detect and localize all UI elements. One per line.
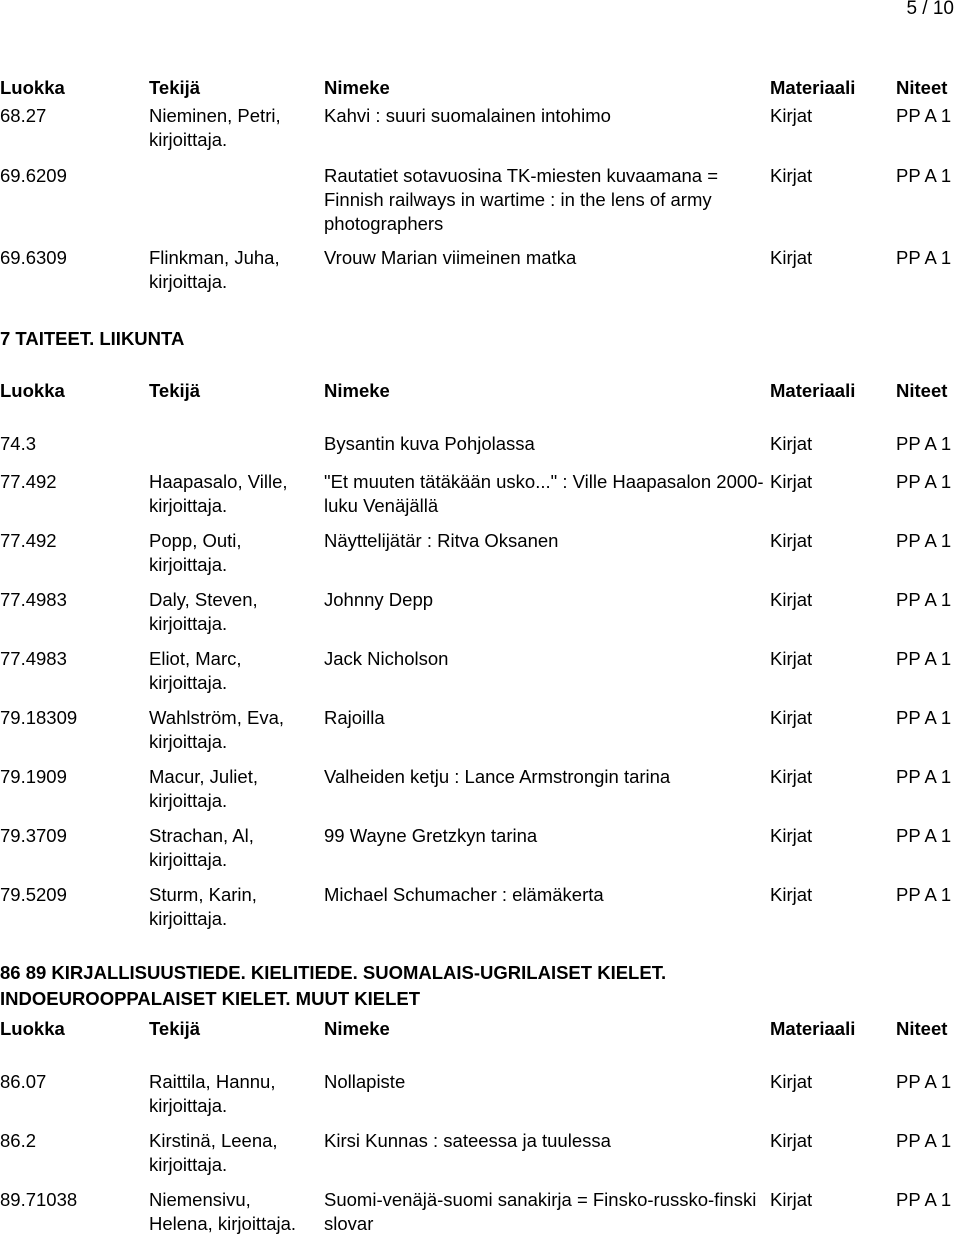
cell-materiaali: Kirjat [770, 433, 813, 454]
cell-niteet: PP A 1 [896, 707, 952, 728]
cell-nimeke: "Et muuten tätäkään usko..." : Ville Haapasalon 2000-luku Venäjällä [324, 471, 764, 516]
cell-materiaali: Kirjat [770, 1071, 813, 1092]
cell-tekija: Strachan, Al, kirjoittaja. [149, 825, 254, 870]
cell-niteet: PP A 1 [896, 433, 952, 454]
cell-niteet: PP A 1 [896, 1130, 952, 1151]
column-header-tekija: Tekijä [149, 380, 201, 401]
column-header-niteet: Niteet [896, 1018, 948, 1039]
cell-niteet: PP A 1 [896, 1071, 952, 1092]
cell-nimeke: Vrouw Marian viimeinen matka [324, 247, 577, 268]
column-header-tekija: Tekijä [149, 1018, 201, 1039]
cell-nimeke: Näyttelijätär : Ritva Oksanen [324, 530, 559, 551]
cell-materiaali: Kirjat [770, 825, 813, 846]
cell-tekija: Macur, Juliet, kirjoittaja. [149, 766, 258, 811]
cell-nimeke: Johnny Depp [324, 589, 434, 610]
column-header-niteet: Niteet [896, 380, 948, 401]
cell-nimeke: Rautatiet sotavuosina TK-miesten kuvaamana = Finnish railways in wartime : in the lens of army photographers [324, 165, 719, 234]
cell-tekija: Niemensivu, Helena, kirjoittaja. [149, 1189, 297, 1234]
cell-tekija: Wahlström, Eva, kirjoittaja. [149, 707, 285, 752]
cell-niteet: PP A 1 [896, 1189, 952, 1210]
column-header-nimeke: Nimeke [324, 380, 390, 401]
column-header-materiaali: Materiaali [770, 380, 856, 401]
section-title-text: 86 89 KIRJALLISUUSTIEDE. KIELITIEDE. SUOMALAIS-UGRILAISET KIELET. INDOEUROOPPALAISET KIELET. MUUT KIELET [0, 962, 667, 1009]
column-header-luokka: Luokka [0, 380, 65, 401]
cell-nimeke: Bysantin kuva Pohjolassa [324, 433, 535, 454]
cell-niteet: PP A 1 [896, 530, 952, 551]
cell-tekija: Daly, Steven, kirjoittaja. [149, 589, 258, 634]
cell-materiaali: Kirjat [770, 1189, 813, 1210]
cell-niteet: PP A 1 [896, 165, 952, 186]
column-header-tekija: Tekijä [149, 77, 201, 98]
cell-materiaali: Kirjat [770, 589, 813, 610]
cell-luokka: 69.6209 [0, 165, 67, 186]
column-header-luokka: Luokka [0, 1018, 65, 1039]
cell-nimeke: 99 Wayne Gretzkyn tarina [324, 825, 538, 846]
cell-nimeke: Suomi-venäjä-suomi sanakirja = Finsko-russko-finski slovar [324, 1189, 757, 1234]
cell-materiaali: Kirjat [770, 247, 813, 268]
cell-luokka: 77.4983 [0, 589, 67, 610]
cell-materiaali: Kirjat [770, 165, 813, 186]
cell-luokka: 69.6309 [0, 247, 67, 268]
cell-niteet: PP A 1 [896, 884, 952, 905]
cell-tekija: Eliot, Marc, kirjoittaja. [149, 648, 242, 693]
cell-materiaali: Kirjat [770, 707, 813, 728]
cell-tekija: Haapasalo, Ville, kirjoittaja. [149, 471, 288, 516]
cell-luokka: 74.3 [0, 433, 37, 454]
section-title [0, 326, 960, 352]
cell-nimeke: Nollapiste [324, 1071, 406, 1092]
cell-nimeke: Kirsi Kunnas : sateessa ja tuulessa [324, 1130, 611, 1151]
cell-nimeke: Michael Schumacher : elämäkerta [324, 884, 604, 905]
cell-nimeke: Jack Nicholson [324, 648, 449, 669]
cell-luokka: 79.5209 [0, 884, 67, 905]
cell-nimeke: Rajoilla [324, 707, 385, 728]
cell-niteet: PP A 1 [896, 589, 952, 610]
cell-materiaali: Kirjat [770, 530, 813, 551]
column-header-materiaali: Materiaali [770, 77, 856, 98]
cell-tekija: Flinkman, Juha, kirjoittaja. [149, 247, 280, 292]
cell-tekija: Popp, Outi, kirjoittaja. [149, 530, 242, 575]
cell-materiaali: Kirjat [770, 1130, 813, 1151]
column-header-nimeke: Nimeke [324, 77, 390, 98]
cell-tekija: Raittila, Hannu, kirjoittaja. [149, 1071, 276, 1116]
cell-materiaali: Kirjat [770, 766, 813, 787]
cell-luokka: 79.18309 [0, 707, 78, 728]
cell-niteet: PP A 1 [896, 648, 952, 669]
cell-tekija: Kirstinä, Leena, kirjoittaja. [149, 1130, 278, 1175]
cell-niteet: PP A 1 [896, 766, 952, 787]
cell-materiaali: Kirjat [770, 105, 813, 126]
cell-nimeke: Kahvi : suuri suomalainen intohimo [324, 105, 611, 126]
cell-luokka: 77.492 [0, 471, 57, 492]
cell-luokka: 77.492 [0, 530, 57, 551]
section-title [0, 960, 800, 1012]
cell-luokka: 79.3709 [0, 825, 67, 846]
column-header-materiaali: Materiaali [770, 1018, 856, 1039]
section-title-text: 7 TAITEET. LIIKUNTA [0, 328, 185, 349]
cell-niteet: PP A 1 [896, 825, 952, 846]
cell-materiaali: Kirjat [770, 471, 813, 492]
cell-luokka: 79.1909 [0, 766, 67, 787]
page-number: 5 / 10 [906, 0, 954, 19]
cell-luokka: 68.27 [0, 105, 47, 126]
cell-tekija: Sturm, Karin, kirjoittaja. [149, 884, 257, 929]
column-header-luokka: Luokka [0, 77, 65, 98]
cell-luokka: 86.07 [0, 1071, 47, 1092]
cell-niteet: PP A 1 [896, 471, 952, 492]
cell-materiaali: Kirjat [770, 884, 813, 905]
cell-materiaali: Kirjat [770, 648, 813, 669]
column-header-niteet: Niteet [896, 77, 948, 98]
cell-luokka: 89.71038 [0, 1189, 78, 1210]
column-header-nimeke: Nimeke [324, 1018, 390, 1039]
cell-luokka: 86.2 [0, 1130, 37, 1151]
cell-tekija: Nieminen, Petri, kirjoittaja. [149, 105, 281, 150]
cell-luokka: 77.4983 [0, 648, 67, 669]
cell-niteet: PP A 1 [896, 247, 952, 268]
cell-niteet: PP A 1 [896, 105, 952, 126]
cell-nimeke: Valheiden ketju : Lance Armstrongin tarina [324, 766, 671, 787]
